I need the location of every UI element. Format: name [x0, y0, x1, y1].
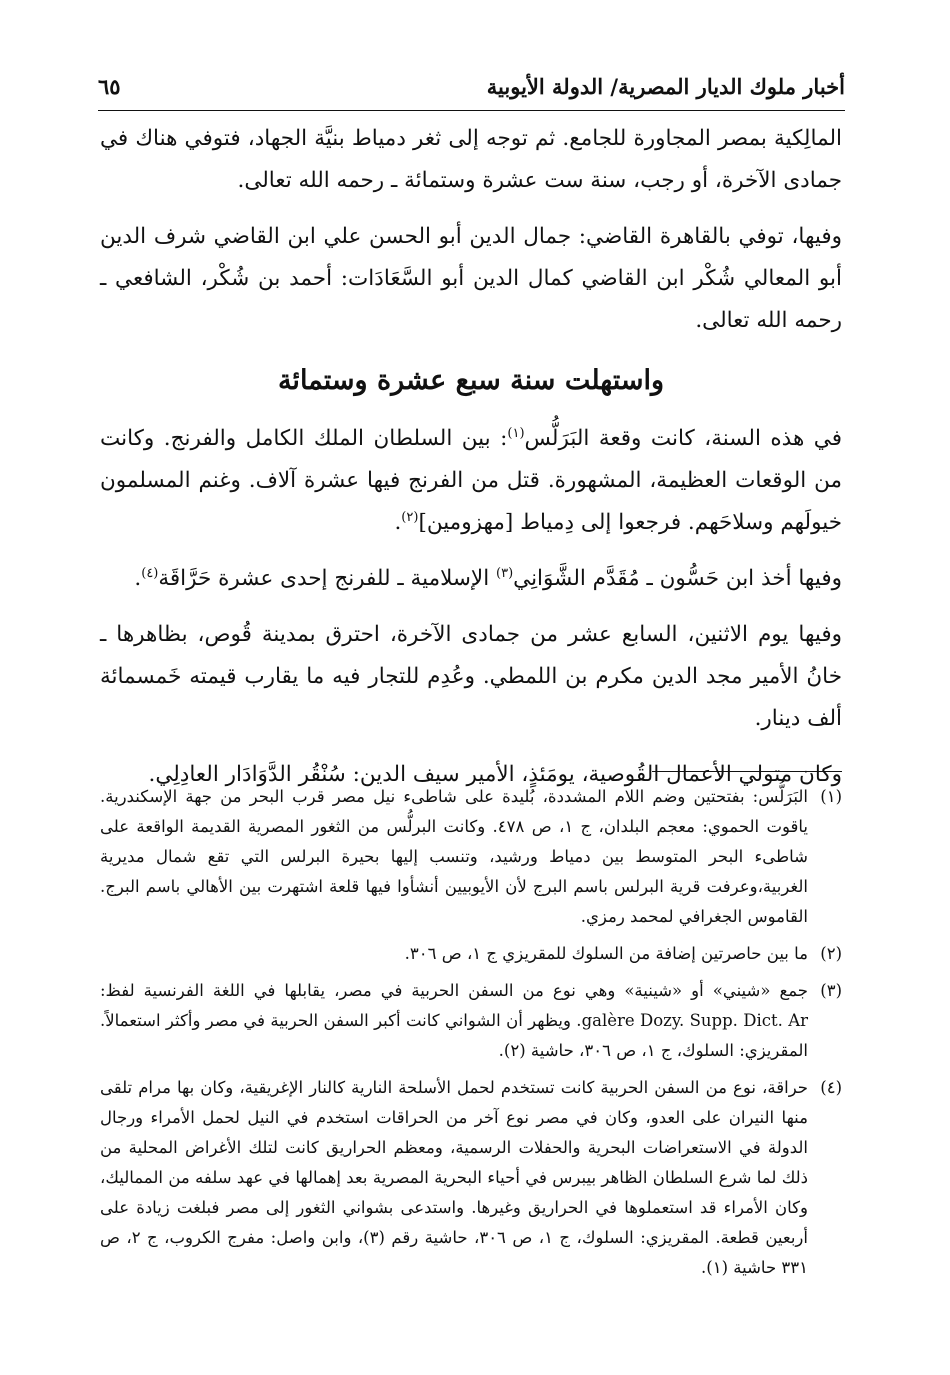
paragraph-text: . — [134, 566, 142, 591]
paragraph: وفيها، توفي بالقاهرة القاضي: جمال الدين أبو الحسن علي ابن القاضي شرف الدين أبو المعالي شُكْر ابن القاضي كمال الدين أبو السَّعَادَات: أحمد بن شُكْر، الشافعي ـ رحمه الله تعالى. — [100, 224, 842, 333]
section-heading: واستهلت سنة سبع عشرة وستمائة — [277, 365, 665, 396]
footnote-latin-citation: galère Dozy. Supp. Dict. Ar — [581, 1011, 809, 1030]
footnote-ref: (٣) — [496, 565, 514, 581]
footnotes — [100, 782, 842, 1290]
footnote-text: البَرَلُّس: بفتحتين وضم اللام المشددة، بُليدة على شاطىء نيل مصر قرب البحر من جهة الإسكندرية. ياقوت الحموي: معجم البلدان، ج ١، ص ٤٧٨. وكانت البرلُّس من الثغور المصرية القديمة الواقعة على شاطىء البحر المتوسط بين دمياط ورشيد، وتنسب إليها بحيرة البرلس التي تقع شمال مديرية الغربية،وعرفت قرية البرلس باسم البرج لأن الأيوبيين أنشأوا فيها قلعة اشتهرت بين الأهالي باسم البرج. القاموس الجغرافي لمحمد رمزي. — [100, 787, 809, 926]
footnote-number: (١) — [820, 787, 842, 806]
paragraph: وكان متولي الأعمال القُوصية، يومَئذٍ، الأمير سيف الدين: سُنْقُر الدَّوَادَار العادِلِي. — [148, 762, 842, 787]
footnote-text: حراقة، نوع من السفن الحربية كانت تستخدم لحمل الأسلحة النارية كالنار الإغريقية، وكان بها مرام تلقى منها النيران على العدو، وكان في مصر نوع آخر من الحراقات استخدم في النيل لحمل الأمراء ورجال الدولة في الاستعراضات البحرية والحفلات الرسمية، ومعظم الحراريق كانت لتلك الأغراض المحلية من ذلك لما شرع السلطان الظاهر بيبرس في أحياء البحرية المصرية بعد إهمالها في عهد سلفه من المماليك، وكان الأمراء قد استعملوها في الحراريق وغيرها. واستدعى بشواني الثغور إلى مصر فبلغت زيادة على أربعين قطعة. المقريزي: السلوك، ج ١، ص ٣٠٦، حاشية رقم (٣)، وابن واصل: مفرج الكروب، ج ٢، ص ٣٣١ حاشية (١). — [100, 1078, 808, 1277]
footnote-ref: (٤) — [141, 565, 159, 581]
header-rule — [98, 110, 845, 111]
footnote-item — [100, 976, 842, 1066]
paragraph-text: وفيها أخذ ابن حَسُّون ـ مُقَدَّم الشَّوَانِي — [513, 566, 842, 591]
footnote-text-part: جمع «شيني» أو «شينية» وهي نوع من السفن الحربية في مصر، يقابلها في اللغة الفرنسية لفظ: — [100, 981, 808, 1000]
footnote-ref: (٢) — [401, 509, 419, 525]
paragraph-text: . — [394, 510, 402, 535]
paragraph-text: في هذه السنة، كانت وقعة البَرَلُّس — [524, 426, 842, 451]
paragraph-text: : بين السلطان الملك الكامل والفرنج. وكانت من الوقعات العظيمة، المشهورة. قتل من الفرنج فيها عشرة آلاف. وغنم المسلمون خيولَهم وسلاحَهم. فرجعوا إلى دِمياط [مهزومين] — [100, 426, 842, 535]
paragraph: المالِكية بمصر المجاورة للجامع. ثم توجه إلى ثغر دمياط بنيَّة الجهاد، فتوفي هناك في جمادى الآخرة، أو رجب، سنة ست عشرة وستمائة ـ رحمه الله تعالى. — [100, 126, 842, 193]
paragraph: وفيها يوم الاثنين، السابع عشر من جمادى الآخرة، احترق بمدينة قُوص، بظاهرها ـ خانُ الأمير مجد الدين مكرم بن اللمطي. وعُدِم للتجار فيه ما يقارب قيمته خَمسمائة ألف دينار. — [100, 622, 842, 731]
paragraph — [100, 558, 842, 600]
footnote-ref: (١) — [507, 425, 525, 441]
page-header — [98, 68, 845, 104]
footnote-item — [100, 1073, 842, 1283]
footnote-item — [100, 782, 842, 932]
footnote-number: (٣) — [820, 981, 842, 1000]
main-text — [100, 118, 842, 810]
footnote-item — [100, 939, 842, 969]
footnote-text — [100, 976, 808, 1066]
page-number: ٦٥ — [98, 73, 121, 99]
footnote-text-part: . ويظهر أن الشواني كانت أكبر السفن الحربية في مصر وأكثر استعمالاً. المقريزي: السلوك، ج ١، ص ٣٠٦، حاشية (٢). — [100, 1011, 808, 1060]
footnote-separator — [652, 771, 842, 772]
footnote-text: ما بين حاصرتين إضافة من السلوك للمقريزي ج ١، ص ٣٠٦. — [404, 944, 808, 963]
running-title: أخبار ملوك الديار المصرية/ الدولة الأيوبية — [486, 73, 845, 99]
footnote-number: (٤) — [820, 1078, 842, 1097]
paragraph — [100, 418, 842, 544]
footnote-number: (٢) — [820, 944, 842, 963]
paragraph-text: الإسلامية ـ للفرنج إحدى عشرة حَرَّاقَة — [158, 566, 497, 591]
